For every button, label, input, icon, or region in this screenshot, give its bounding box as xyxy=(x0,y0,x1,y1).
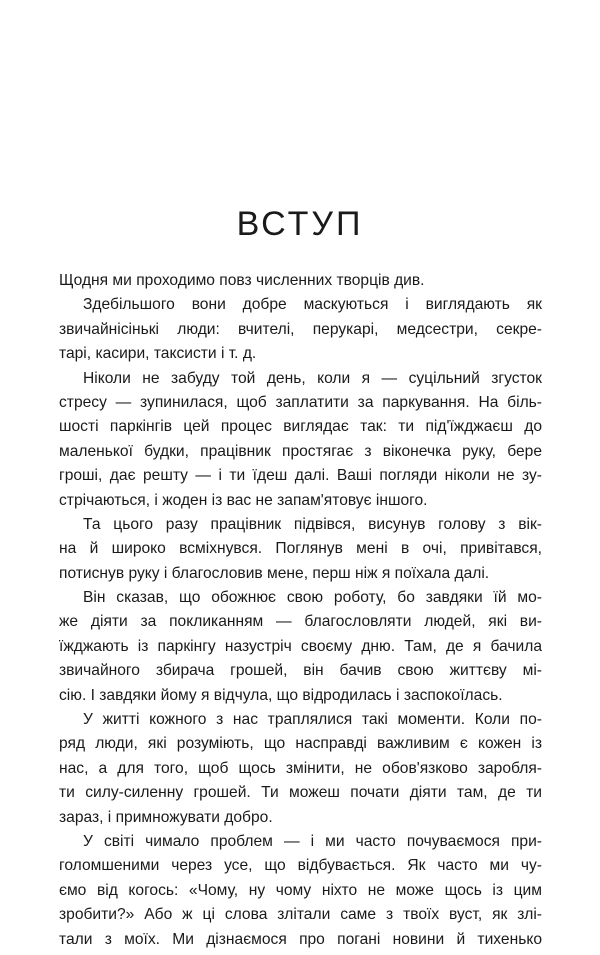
paragraph xyxy=(59,269,542,293)
text-line: ти силу-силенну грошей. Ти можеш почати діяти там, де ти xyxy=(59,784,542,802)
paragraph xyxy=(59,708,542,830)
text-line: нас, а для того, щоб щось змінити, не обов'язково заробля- xyxy=(59,759,542,777)
text-line: сію. І завдяки йому я відчула, що відродилась і заспокоїлась. xyxy=(59,686,503,704)
paragraph xyxy=(59,367,542,513)
text-line: тали з моїх. Ми дізнаємося про погані новини й тихенько xyxy=(59,930,542,948)
text-line: маленької будки, працівник простягає з віконечка руку, бере xyxy=(59,442,542,460)
text-line: Щодня ми проходимо повз численних творців див. xyxy=(59,272,425,289)
body-text xyxy=(59,269,542,952)
text-line: Здебільшого вони добре маскуються і виглядають як xyxy=(83,296,542,314)
text-line: звичайнісінькі люди: вчителі, перукарі, медсестри, секре- xyxy=(59,320,542,338)
chapter-title: ВСТУП xyxy=(236,205,364,243)
paragraph xyxy=(59,293,542,366)
text-line: стрічаються, і жоден із вас не запам'ятовує іншого. xyxy=(59,491,428,509)
text-line: стресу — зупинилася, щоб заплатити за паркування. На біль- xyxy=(59,393,542,411)
text-line: зараз, і примножувати добро. xyxy=(59,808,273,826)
paragraph xyxy=(59,586,542,708)
text-line: ряд люди, які розуміють, що насправді важливим є кожен із xyxy=(59,735,542,753)
paragraph xyxy=(59,830,542,952)
text-line: Він сказав, що обожнює свою роботу, бо завдяки їй мо- xyxy=(83,589,542,607)
text-line: звичайного збирача грошей, він бачив свою життєву мі- xyxy=(59,662,542,680)
text-line: потиснув руку і благословив мене, перш ніж я поїхала далі. xyxy=(59,564,490,582)
text-line: же діяти за покликанням — благословляти людей, які ви- xyxy=(59,613,542,631)
text-line: на й широко всміхнувся. Поглянув мені в очі, привітався, xyxy=(59,540,542,558)
text-line: Та цього разу працівник підвівся, висунув голову з вік- xyxy=(83,515,542,533)
text-line: У житті кожного з нас траплялися такі моменти. Коли по- xyxy=(83,711,542,729)
text-line: Ніколи не забуду той день, коли я — суцільний згусток xyxy=(83,369,542,387)
text-line: зробити?» Або ж ці слова злітали саме з твоїх вуст, як злі- xyxy=(59,906,542,924)
paragraph xyxy=(59,513,542,586)
text-line: У світі чимало проблем — і ми часто почуваємося при- xyxy=(83,832,542,850)
text-line: тарі, касири, таксисти і т. д. xyxy=(59,345,257,363)
text-line: ємо від когось: «Чому, ну чому ніхто не може щось із цим xyxy=(59,881,542,899)
text-line: шості паркінгів цей процес виглядає так: ти під'їжджаєш до xyxy=(59,418,542,436)
text-line: голомшеними через усе, що відбувається. Як часто ми чу- xyxy=(59,857,542,875)
text-line: їжджають із паркінгу назустріч своєму дню. Там, де я бачила xyxy=(59,637,542,655)
text-line: гроші, дає решту — і ти їдеш далі. Ваші погляди ніколи не зу- xyxy=(59,467,542,485)
